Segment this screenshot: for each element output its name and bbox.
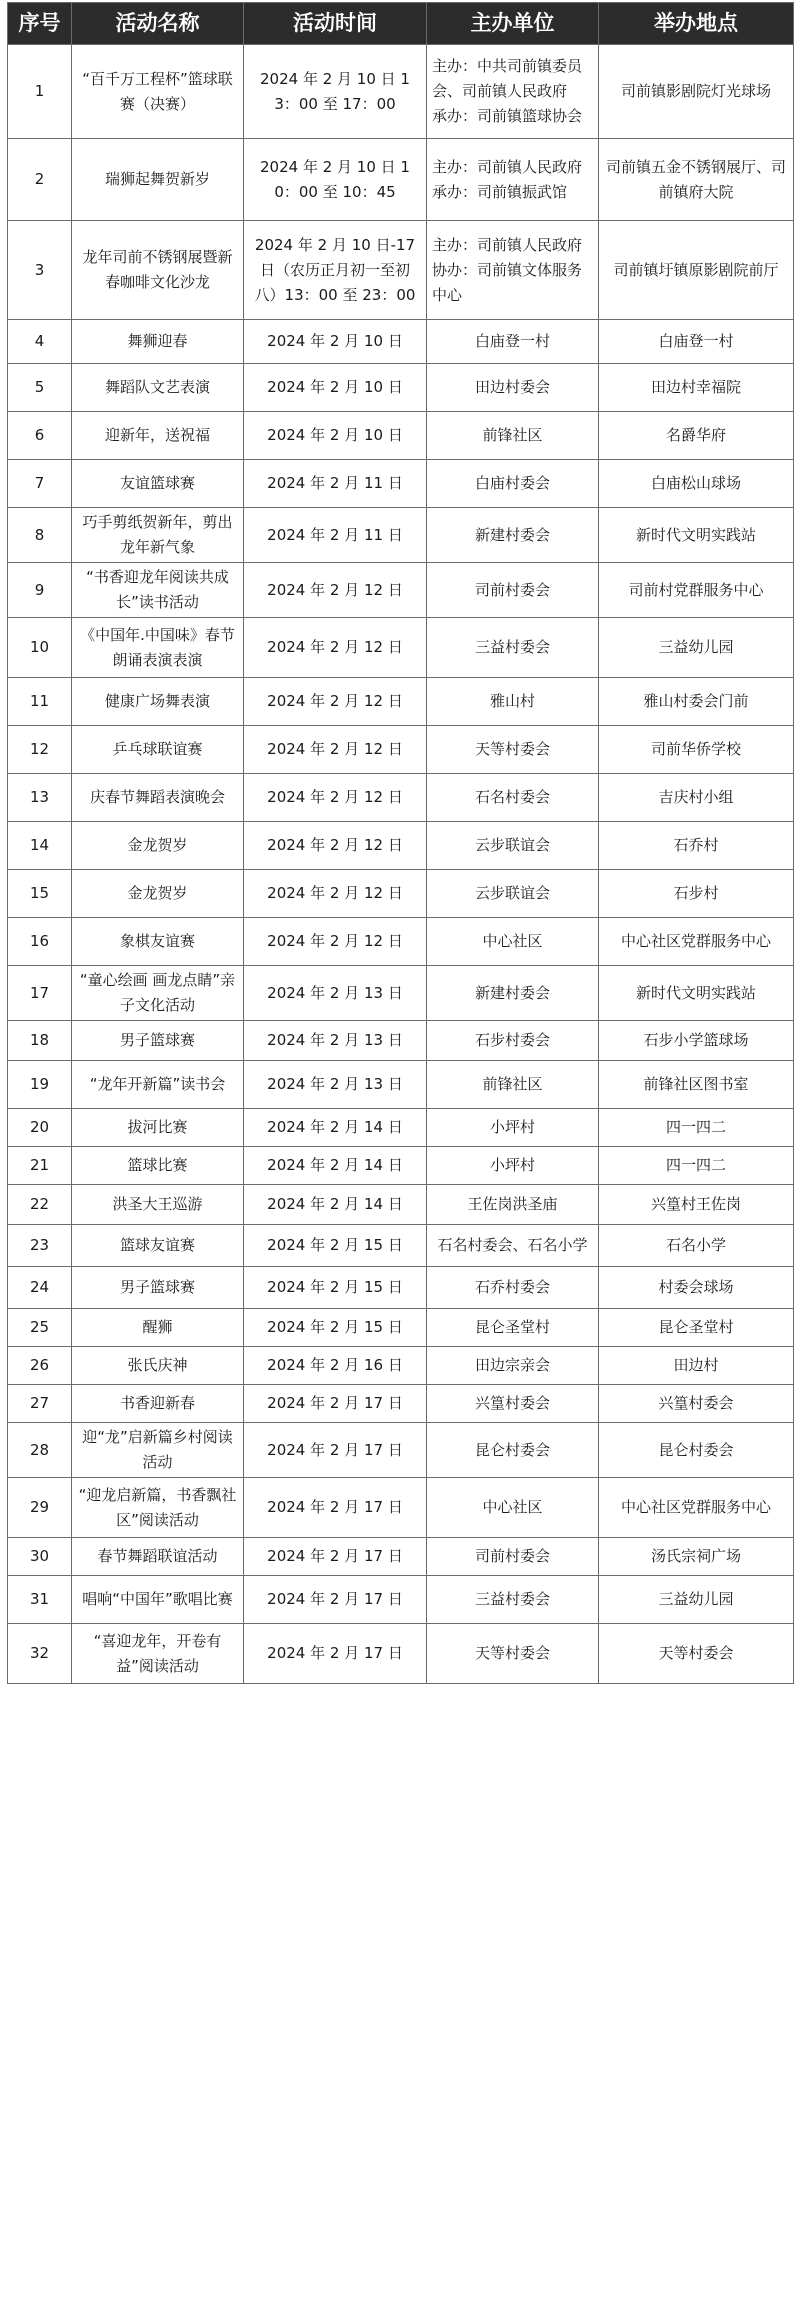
cell-no: 7 (8, 460, 72, 508)
table-row (8, 1109, 794, 1147)
table-row (8, 412, 794, 460)
cell-no: 22 (8, 1185, 72, 1225)
cell-activity-name: 舞蹈队文艺表演 (72, 364, 244, 412)
cell-activity-name: 金龙贺岁 (72, 822, 244, 870)
cell-activity-time: 2024 年 2 月 10 日-17 日（农历正月初一至初八）13：00 至 23：00 (244, 221, 427, 320)
cell-activity-time: 2024 年 2 月 10 日 (244, 320, 427, 364)
cell-activity-name: 唱响“中国年”歌唱比赛 (72, 1576, 244, 1624)
table-row (8, 460, 794, 508)
cell-no: 31 (8, 1576, 72, 1624)
cell-place: 吉庆村小组 (599, 774, 794, 822)
table-row (8, 966, 794, 1021)
cell-activity-name: 男子篮球赛 (72, 1021, 244, 1061)
cell-activity-time: 2024 年 2 月 15 日 (244, 1225, 427, 1267)
table-row (8, 1267, 794, 1309)
cell-place: 三益幼儿园 (599, 618, 794, 678)
cell-activity-name: 篮球比赛 (72, 1147, 244, 1185)
cell-no: 21 (8, 1147, 72, 1185)
cell-activity-name: 象棋友谊赛 (72, 918, 244, 966)
cell-activity-time: 2024 年 2 月 12 日 (244, 726, 427, 774)
cell-place: 白庙登一村 (599, 320, 794, 364)
cell-host (427, 139, 599, 221)
cell-activity-name: “喜迎龙年，开卷有益”阅读活动 (72, 1624, 244, 1684)
cell-place: 石步村 (599, 870, 794, 918)
cell-activity-time: 2024 年 2 月 17 日 (244, 1423, 427, 1478)
cell-no: 32 (8, 1624, 72, 1684)
table-row (8, 1021, 794, 1061)
cell-host: 中心社区 (427, 918, 599, 966)
table-row (8, 1423, 794, 1478)
cell-no: 15 (8, 870, 72, 918)
cell-no: 26 (8, 1347, 72, 1385)
cell-host: 石步村委会 (427, 1021, 599, 1061)
cell-no: 5 (8, 364, 72, 412)
cell-host: 云步联谊会 (427, 822, 599, 870)
cell-host: 云步联谊会 (427, 870, 599, 918)
table-body (8, 45, 794, 1684)
cell-activity-name: 《中国年.中国味》春节朗诵表演表演 (72, 618, 244, 678)
table-row (8, 1185, 794, 1225)
cell-no: 11 (8, 678, 72, 726)
cell-host: 田边宗亲会 (427, 1347, 599, 1385)
cell-activity-name: 舞狮迎春 (72, 320, 244, 364)
table-row (8, 320, 794, 364)
cell-no: 29 (8, 1478, 72, 1538)
cell-place: 田边村幸福院 (599, 364, 794, 412)
cell-place: 四一四二 (599, 1109, 794, 1147)
cell-no: 1 (8, 45, 72, 139)
cell-activity-time: 2024 年 2 月 12 日 (244, 918, 427, 966)
cell-host: 白庙登一村 (427, 320, 599, 364)
header-no: 序号 (8, 3, 72, 45)
cell-activity-name: 瑞狮起舞贺新岁 (72, 139, 244, 221)
cell-host: 司前村委会 (427, 1538, 599, 1576)
host-line: 主办：司前镇人民政府 (432, 157, 583, 176)
cell-place: 前锋社区图书室 (599, 1061, 794, 1109)
cell-place: 司前华侨学校 (599, 726, 794, 774)
cell-place: 司前镇圩镇原影剧院前厅 (599, 221, 794, 320)
host-line: 承办：司前镇篮球协会 (432, 107, 583, 125)
cell-activity-time: 2024 年 2 月 12 日 (244, 870, 427, 918)
cell-host: 昆仑村委会 (427, 1423, 599, 1478)
cell-no: 9 (8, 563, 72, 618)
cell-activity-time: 2024 年 2 月 12 日 (244, 774, 427, 822)
cell-activity-name: 迎新年，送祝福 (72, 412, 244, 460)
cell-host: 石名村委会 (427, 774, 599, 822)
host-line: 协办：司前镇文体服务中心 (432, 260, 583, 304)
cell-activity-name: 友谊篮球赛 (72, 460, 244, 508)
table-row (8, 618, 794, 678)
cell-host (427, 221, 599, 320)
cell-no: 12 (8, 726, 72, 774)
cell-host: 前锋社区 (427, 412, 599, 460)
cell-host (427, 45, 599, 139)
cell-activity-time: 2024 年 2 月 14 日 (244, 1147, 427, 1185)
cell-host: 天等村委会 (427, 726, 599, 774)
cell-host: 新建村委会 (427, 508, 599, 563)
cell-activity-time: 2024 年 2 月 17 日 (244, 1624, 427, 1684)
cell-activity-name: “书香迎龙年阅读共成长”读书活动 (72, 563, 244, 618)
cell-no: 17 (8, 966, 72, 1021)
cell-activity-time: 2024 年 2 月 13 日 (244, 966, 427, 1021)
cell-activity-time: 2024 年 2 月 16 日 (244, 1347, 427, 1385)
cell-activity-name: 春节舞蹈联谊活动 (72, 1538, 244, 1576)
cell-activity-name: 醒狮 (72, 1309, 244, 1347)
table-row (8, 563, 794, 618)
header-place: 举办地点 (599, 3, 794, 45)
header-row (8, 3, 794, 45)
cell-activity-time: 2024 年 2 月 11 日 (244, 460, 427, 508)
cell-activity-time: 2024 年 2 月 14 日 (244, 1109, 427, 1147)
cell-place: 白庙松山球场 (599, 460, 794, 508)
cell-activity-time: 2024 年 2 月 10 日 10：00 至 10：45 (244, 139, 427, 221)
cell-activity-name: “迎龙启新篇，书香飘社区”阅读活动 (72, 1478, 244, 1538)
cell-place: 石步小学篮球场 (599, 1021, 794, 1061)
cell-no: 3 (8, 221, 72, 320)
cell-activity-time: 2024 年 2 月 13 日 (244, 1021, 427, 1061)
cell-host: 天等村委会 (427, 1624, 599, 1684)
cell-place: 四一四二 (599, 1147, 794, 1185)
cell-host: 小坪村 (427, 1109, 599, 1147)
cell-activity-name: 迎“龙”启新篇乡村阅读活动 (72, 1423, 244, 1478)
cell-activity-name: 洪圣大王巡游 (72, 1185, 244, 1225)
cell-host: 三益村委会 (427, 618, 599, 678)
cell-activity-name: “百千万工程杯”篮球联赛（决赛） (72, 45, 244, 139)
events-table (7, 2, 794, 1684)
cell-host: 三益村委会 (427, 1576, 599, 1624)
table-row (8, 918, 794, 966)
cell-place: 兴篁村委会 (599, 1385, 794, 1423)
cell-no: 28 (8, 1423, 72, 1478)
cell-activity-time: 2024 年 2 月 15 日 (244, 1267, 427, 1309)
cell-place: 石乔村 (599, 822, 794, 870)
cell-host: 小坪村 (427, 1147, 599, 1185)
table-row (8, 774, 794, 822)
cell-place: 石名小学 (599, 1225, 794, 1267)
cell-place: 昆仑村委会 (599, 1423, 794, 1478)
cell-activity-time: 2024 年 2 月 17 日 (244, 1385, 427, 1423)
cell-activity-time: 2024 年 2 月 12 日 (244, 822, 427, 870)
cell-activity-name: 健康广场舞表演 (72, 678, 244, 726)
cell-place: 司前村党群服务中心 (599, 563, 794, 618)
table-row (8, 45, 794, 139)
header-name: 活动名称 (72, 3, 244, 45)
cell-place: 新时代文明实践站 (599, 508, 794, 563)
host-line: 主办：中共司前镇委员会、司前镇人民政府 (432, 57, 583, 100)
cell-place: 三益幼儿园 (599, 1576, 794, 1624)
cell-activity-name: 龙年司前不锈钢展暨新春咖啡文化沙龙 (72, 221, 244, 320)
cell-no: 23 (8, 1225, 72, 1267)
table-row (8, 1576, 794, 1624)
cell-place: 新时代文明实践站 (599, 966, 794, 1021)
cell-activity-name: 拔河比赛 (72, 1109, 244, 1147)
cell-activity-name: 书香迎新春 (72, 1385, 244, 1423)
header-host: 主办单位 (427, 3, 599, 45)
cell-activity-name: 篮球友谊赛 (72, 1225, 244, 1267)
cell-no: 8 (8, 508, 72, 563)
cell-no: 14 (8, 822, 72, 870)
cell-no: 4 (8, 320, 72, 364)
table-row (8, 822, 794, 870)
cell-activity-name: 乒乓球联谊赛 (72, 726, 244, 774)
cell-activity-time: 2024 年 2 月 10 日 (244, 412, 427, 460)
cell-host: 石乔村委会 (427, 1267, 599, 1309)
table-row (8, 1309, 794, 1347)
host-line: 主办：司前镇人民政府 (432, 235, 583, 254)
cell-host: 前锋社区 (427, 1061, 599, 1109)
cell-host: 中心社区 (427, 1478, 599, 1538)
cell-no: 25 (8, 1309, 72, 1347)
table-row (8, 1385, 794, 1423)
cell-activity-time: 2024 年 2 月 11 日 (244, 508, 427, 563)
table-row (8, 1478, 794, 1538)
cell-host: 雅山村 (427, 678, 599, 726)
cell-no: 10 (8, 618, 72, 678)
cell-place: 汤氏宗祠广场 (599, 1538, 794, 1576)
cell-no: 18 (8, 1021, 72, 1061)
host-line: 承办：司前镇振武馆 (432, 182, 568, 201)
cell-activity-time: 2024 年 2 月 13 日 (244, 1061, 427, 1109)
cell-place: 名爵华府 (599, 412, 794, 460)
cell-activity-time: 2024 年 2 月 10 日 (244, 364, 427, 412)
cell-no: 6 (8, 412, 72, 460)
cell-host: 司前村委会 (427, 563, 599, 618)
cell-activity-time: 2024 年 2 月 12 日 (244, 618, 427, 678)
cell-activity-name: 巧手剪纸贺新年，剪出龙年新气象 (72, 508, 244, 563)
cell-place: 司前镇影剧院灯光球场 (599, 45, 794, 139)
table-row (8, 1147, 794, 1185)
cell-activity-time: 2024 年 2 月 15 日 (244, 1309, 427, 1347)
cell-place: 中心社区党群服务中心 (599, 1478, 794, 1538)
cell-no: 13 (8, 774, 72, 822)
cell-place: 雅山村委会门前 (599, 678, 794, 726)
cell-activity-time: 2024 年 2 月 10 日 13：00 至 17：00 (244, 45, 427, 139)
cell-place: 昆仑圣堂村 (599, 1309, 794, 1347)
cell-activity-name: 庆春节舞蹈表演晚会 (72, 774, 244, 822)
cell-activity-time: 2024 年 2 月 12 日 (244, 563, 427, 618)
table-row (8, 870, 794, 918)
table-row (8, 1347, 794, 1385)
cell-activity-time: 2024 年 2 月 17 日 (244, 1576, 427, 1624)
cell-place: 司前镇五金不锈钢展厅、司前镇府大院 (599, 139, 794, 221)
cell-no: 24 (8, 1267, 72, 1309)
cell-host: 王佐岗洪圣庙 (427, 1185, 599, 1225)
cell-place: 村委会球场 (599, 1267, 794, 1309)
cell-activity-name: 男子篮球赛 (72, 1267, 244, 1309)
cell-place: 中心社区党群服务中心 (599, 918, 794, 966)
cell-host: 兴篁村委会 (427, 1385, 599, 1423)
cell-place: 天等村委会 (599, 1624, 794, 1684)
table-header (8, 3, 794, 45)
table-row (8, 221, 794, 320)
cell-host: 昆仑圣堂村 (427, 1309, 599, 1347)
cell-place: 田边村 (599, 1347, 794, 1385)
cell-activity-name: “童心绘画 画龙点睛”亲子文化活动 (72, 966, 244, 1021)
cell-no: 19 (8, 1061, 72, 1109)
table-row (8, 1225, 794, 1267)
cell-host: 石名村委会、石名小学 (427, 1225, 599, 1267)
cell-no: 27 (8, 1385, 72, 1423)
cell-no: 16 (8, 918, 72, 966)
cell-no: 2 (8, 139, 72, 221)
table-row (8, 139, 794, 221)
cell-no: 30 (8, 1538, 72, 1576)
cell-host: 新建村委会 (427, 966, 599, 1021)
cell-activity-time: 2024 年 2 月 17 日 (244, 1478, 427, 1538)
cell-activity-time: 2024 年 2 月 12 日 (244, 678, 427, 726)
table-row (8, 1624, 794, 1684)
cell-activity-time: 2024 年 2 月 17 日 (244, 1538, 427, 1576)
cell-no: 20 (8, 1109, 72, 1147)
cell-activity-name: 张氏庆神 (72, 1347, 244, 1385)
cell-activity-name: “龙年开新篇”读书会 (72, 1061, 244, 1109)
header-time: 活动时间 (244, 3, 427, 45)
cell-activity-name: 金龙贺岁 (72, 870, 244, 918)
table-row (8, 1538, 794, 1576)
cell-place: 兴篁村王佐岗 (599, 1185, 794, 1225)
table-row (8, 726, 794, 774)
table-row (8, 678, 794, 726)
cell-host: 白庙村委会 (427, 460, 599, 508)
table-row (8, 508, 794, 563)
table-row (8, 1061, 794, 1109)
cell-activity-time: 2024 年 2 月 14 日 (244, 1185, 427, 1225)
cell-host: 田边村委会 (427, 364, 599, 412)
table-row (8, 364, 794, 412)
